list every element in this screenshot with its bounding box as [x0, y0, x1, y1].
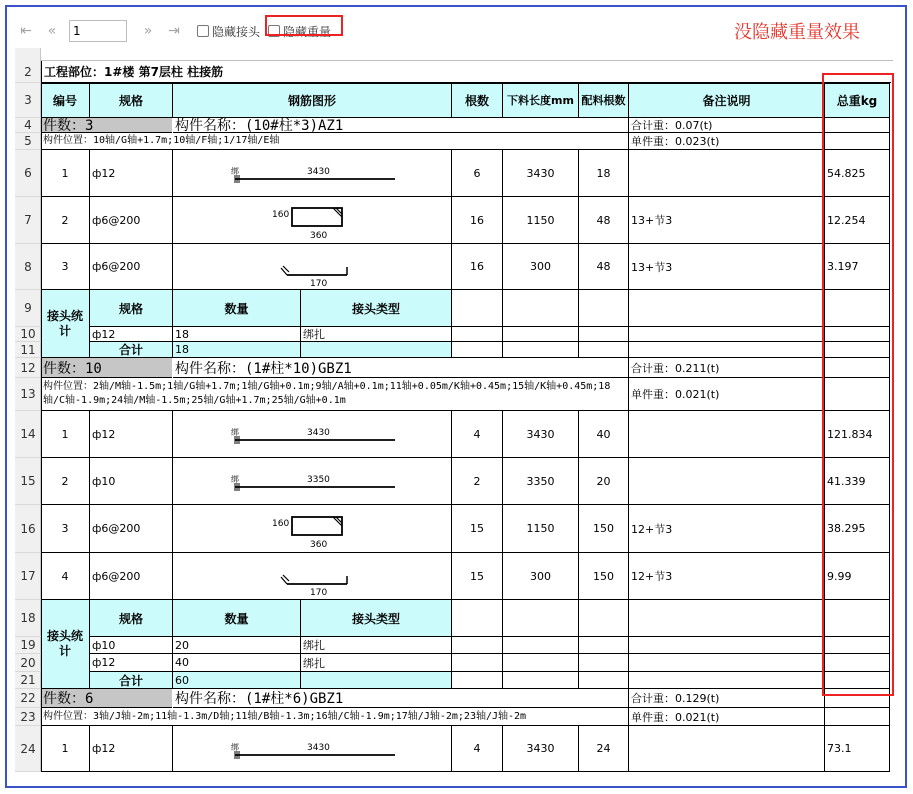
bar-number: 3 [41, 505, 90, 553]
pieces-count: 件数：3 [41, 118, 172, 133]
joint-header-type: 接头类型 [301, 600, 452, 637]
bar-remark [629, 411, 825, 458]
row-number[interactable]: 5 [15, 133, 41, 150]
bar-length: 300 [503, 553, 579, 600]
bar-number: 1 [41, 726, 90, 772]
bar-count: 4 [452, 726, 503, 772]
joint-stats-label: 接头统计 [41, 290, 90, 358]
bar-total-weight: 121.834 [825, 411, 890, 458]
hide-weight-label: 隐藏重量 [283, 24, 332, 39]
header-remark: 备注说明 [629, 83, 825, 118]
svg-text:3350: 3350 [307, 475, 330, 485]
rebar-shape-straight [177, 412, 447, 456]
weight-cell-empty [825, 708, 890, 726]
pieces-count: 件数：6 [41, 689, 172, 708]
bar-config-count: 18 [579, 150, 629, 197]
row-number[interactable]: 20 [15, 654, 41, 672]
empty-cell [629, 654, 825, 672]
row-number[interactable]: 23 [15, 708, 41, 726]
svg-text:160: 160 [272, 518, 290, 529]
bar-total-weight: 54.825 [825, 150, 890, 197]
bar-config-count: 20 [579, 458, 629, 505]
empty-cell [452, 290, 503, 327]
empty-cell [579, 290, 629, 327]
bar-remark: 13+节3 [629, 197, 825, 244]
row-number[interactable]: 7 [15, 197, 41, 244]
row-number[interactable]: 6 [15, 150, 41, 197]
group-unit-weight: 单件重：0.021(t) [629, 378, 825, 411]
bar-shape-cell [173, 411, 452, 458]
group-total-weight: 合计重：0.129(t) [629, 689, 825, 708]
bar-count: 15 [452, 553, 503, 600]
empty-cell [503, 672, 579, 689]
row-number[interactable]: 10 [15, 327, 41, 342]
svg-text:绑: 绑 [231, 475, 239, 484]
bar-spec: ф6@200 [90, 197, 173, 244]
empty-cell [579, 672, 629, 689]
row-number[interactable]: 19 [15, 637, 41, 654]
component-location: 构件位置：2轴/M轴-1.5m;1轴/G轴+1.7m;1轴/G轴+0.1m;9轴/A轴+0.1m;11轴+0.05m/K轴+0.45m;15轴/K轴+0.45m;18轴/C轴-1.9m;24轴/M轴-1.5m;25轴/G轴+1.7m;25轴/G轴+0.1m [41, 378, 629, 411]
header-total-weight: 总重kg [825, 83, 890, 118]
bar-remark [629, 150, 825, 197]
group-unit-weight: 单件重：0.021(t) [629, 708, 825, 726]
bar-length: 1150 [503, 197, 579, 244]
row-number[interactable]: 14 [15, 411, 41, 458]
empty-cell [452, 637, 503, 654]
header-shape: 钢筋图形 [173, 83, 452, 118]
svg-text:170: 170 [310, 588, 328, 598]
joint-qty: 40 [173, 654, 301, 672]
bar-remark: 12+节3 [629, 505, 825, 553]
empty-cell [579, 600, 629, 637]
row-number[interactable]: 22 [15, 689, 41, 708]
hide-joint-checkbox[interactable] [197, 23, 260, 40]
row-number[interactable]: 9 [15, 290, 41, 327]
empty-cell [503, 600, 579, 637]
bar-shape-cell [173, 150, 452, 197]
report-window [5, 5, 907, 788]
component-name: 构件名称：(10#柱*3)AZ1 [173, 118, 629, 133]
bar-shape-cell [173, 458, 452, 505]
bar-remark: 13+节3 [629, 244, 825, 290]
svg-text:绑: 绑 [231, 167, 239, 176]
row-number[interactable]: 18 [15, 600, 41, 637]
bar-remark: 12+节3 [629, 553, 825, 600]
svg-text:360: 360 [310, 539, 328, 550]
joint-type: 绑扎 [301, 654, 452, 672]
joint-header-spec: 规格 [90, 290, 173, 327]
weight-column-highlight [822, 73, 894, 696]
rebar-shape-tie [177, 245, 447, 289]
bar-total-weight: 73.1 [825, 726, 890, 772]
rebar-shape-tie [177, 554, 447, 598]
header-spec: 规格 [90, 83, 173, 118]
empty-cell [452, 327, 503, 342]
bar-total-weight: 41.339 [825, 458, 890, 505]
rebar-shape-stirrup [177, 507, 447, 551]
hide-joint-label: 隐藏接头 [212, 24, 261, 39]
bar-spec: ф12 [90, 150, 173, 197]
bar-count: 16 [452, 244, 503, 290]
row-number[interactable]: 2 [15, 61, 41, 83]
row-number[interactable]: 12 [15, 358, 41, 378]
bar-number: 4 [41, 553, 90, 600]
empty-cell [629, 637, 825, 654]
joint-spec: ф10 [90, 637, 173, 654]
row-number[interactable]: 21 [15, 672, 41, 689]
joint-total-value: 18 [173, 342, 301, 358]
bar-total-weight: 38.295 [825, 505, 890, 553]
bar-remark [629, 458, 825, 505]
empty-cell [629, 672, 825, 689]
bar-count: 16 [452, 197, 503, 244]
joint-type: 绑扎 [301, 327, 452, 342]
bar-count: 6 [452, 150, 503, 197]
row-number[interactable]: 13 [15, 378, 41, 411]
bar-config-count: 48 [579, 244, 629, 290]
rebar-shape-straight [177, 459, 447, 503]
pieces-count: 件数：10 [41, 358, 172, 378]
joint-qty: 18 [173, 327, 301, 342]
row-number[interactable]: 3 [15, 83, 41, 118]
bar-spec: ф6@200 [90, 505, 173, 553]
bar-total-weight: 9.99 [825, 553, 890, 600]
joint-spec: ф12 [90, 654, 173, 672]
bar-config-count: 150 [579, 505, 629, 553]
bar-spec: ф12 [90, 411, 173, 458]
header-length: 下料长度mm [503, 83, 579, 118]
joint-total-label: 合计 [90, 342, 173, 358]
svg-text:3430: 3430 [307, 167, 330, 177]
row-number[interactable]: 15 [15, 458, 41, 505]
empty-cell [503, 327, 579, 342]
bar-config-count: 150 [579, 553, 629, 600]
empty-cell [579, 342, 629, 358]
joint-spec: ф12 [90, 327, 173, 342]
hide-weight-highlight [265, 15, 343, 36]
next-page-icon[interactable]: » [143, 23, 153, 39]
empty-cell [452, 600, 503, 637]
table-left-border [41, 61, 42, 772]
bar-shape-cell [173, 244, 452, 290]
row-number[interactable]: 11 [15, 342, 41, 358]
row-number[interactable]: 16 [15, 505, 41, 553]
bar-config-count: 40 [579, 411, 629, 458]
joint-total-empty [301, 342, 452, 358]
header-config-count: 配料根数 [579, 83, 629, 118]
group-unit-weight: 单件重：0.023(t) [629, 133, 825, 150]
empty-cell [503, 290, 579, 327]
bar-shape-cell [173, 553, 452, 600]
bar-spec: ф6@200 [90, 244, 173, 290]
joint-total-label: 合计 [90, 672, 173, 689]
page-number-input[interactable] [69, 20, 127, 42]
component-name: 构件名称：(1#柱*6)GBZ1 [173, 689, 629, 708]
bar-total-weight: 3.197 [825, 244, 890, 290]
joint-header-spec: 规格 [90, 600, 173, 637]
bar-length: 1150 [503, 505, 579, 553]
bar-number: 1 [41, 150, 90, 197]
rebar-shape-straight [177, 727, 447, 771]
bar-shape-cell [173, 726, 452, 772]
bar-number: 3 [41, 244, 90, 290]
row-number[interactable]: 24 [15, 726, 41, 772]
project-title: 工程部位：1#楼 第7层柱 柱接筋 [42, 61, 891, 83]
empty-cell [579, 327, 629, 342]
joint-total-value: 60 [173, 672, 301, 689]
bar-number: 1 [41, 411, 90, 458]
bar-spec: ф6@200 [90, 553, 173, 600]
component-location: 构件位置：10轴/G轴+1.7m;10轴/F轴;1/17轴/E轴 [41, 133, 629, 150]
sheet-top-spacer [41, 48, 893, 61]
table-top-border [41, 83, 890, 84]
empty-cell [579, 637, 629, 654]
empty-cell [503, 342, 579, 358]
bar-length: 3430 [503, 726, 579, 772]
bar-spec: ф10 [90, 458, 173, 505]
annotation-text: 没隐藏重量效果 [734, 22, 860, 43]
bar-config-count: 48 [579, 197, 629, 244]
joint-stats-label: 接头统计 [41, 600, 90, 689]
svg-text:360: 360 [310, 231, 328, 241]
bar-length: 3350 [503, 458, 579, 505]
bar-count: 15 [452, 505, 503, 553]
component-name: 构件名称：(1#柱*10)GBZ1 [173, 358, 629, 378]
group-total-weight: 合计重：0.07(t) [629, 118, 825, 133]
bar-remark [629, 726, 825, 772]
svg-text:170: 170 [310, 278, 328, 289]
empty-cell [629, 600, 825, 637]
checkbox-box[interactable] [197, 25, 209, 37]
header-count: 根数 [452, 83, 503, 118]
bar-config-count: 24 [579, 726, 629, 772]
rebar-shape-straight [177, 151, 447, 195]
first-page-icon[interactable]: ⇤ [20, 23, 32, 39]
bar-number: 2 [41, 458, 90, 505]
joint-header-qty: 数量 [173, 290, 301, 327]
bar-total-weight: 12.254 [825, 197, 890, 244]
rebar-shape-stirrup [177, 198, 447, 242]
empty-cell [579, 654, 629, 672]
bar-shape-cell [173, 197, 452, 244]
bar-count: 2 [452, 458, 503, 505]
svg-text:绑: 绑 [231, 742, 239, 752]
empty-cell [452, 342, 503, 358]
bar-number: 2 [41, 197, 90, 244]
empty-cell [629, 327, 825, 342]
prev-page-icon[interactable]: « [47, 23, 57, 39]
row-number[interactable]: 4 [15, 118, 41, 133]
empty-cell [452, 654, 503, 672]
svg-text:160: 160 [272, 210, 290, 220]
joint-header-type: 接头类型 [301, 290, 452, 327]
joint-header-qty: 数量 [173, 600, 301, 637]
empty-cell [629, 342, 825, 358]
last-page-icon[interactable]: ⇥ [168, 23, 180, 39]
joint-type: 绑扎 [301, 637, 452, 654]
bar-shape-cell [173, 505, 452, 553]
empty-cell [503, 654, 579, 672]
group-total-weight: 合计重：0.211(t) [629, 358, 825, 378]
empty-cell [629, 290, 825, 327]
bar-count: 4 [452, 411, 503, 458]
svg-text:3430: 3430 [307, 428, 330, 438]
header-no: 编号 [41, 83, 90, 118]
empty-cell [452, 672, 503, 689]
bar-length: 3430 [503, 150, 579, 197]
bar-spec: ф12 [90, 726, 173, 772]
empty-cell [503, 637, 579, 654]
component-location: 构件位置：3轴/J轴-2m;11轴-1.3m/D轴;11轴/B轴-1.3m;16轴/C轴-1.9m;17轴/J轴-2m;23轴/J轴-2m [41, 708, 629, 726]
bar-length: 3430 [503, 411, 579, 458]
joint-total-empty [301, 672, 452, 689]
svg-text:绑: 绑 [231, 428, 239, 437]
joint-qty: 20 [173, 637, 301, 654]
row-number[interactable]: 17 [15, 553, 41, 600]
bar-length: 300 [503, 244, 579, 290]
row-number[interactable]: 8 [15, 244, 41, 290]
svg-text:3430: 3430 [307, 742, 330, 753]
